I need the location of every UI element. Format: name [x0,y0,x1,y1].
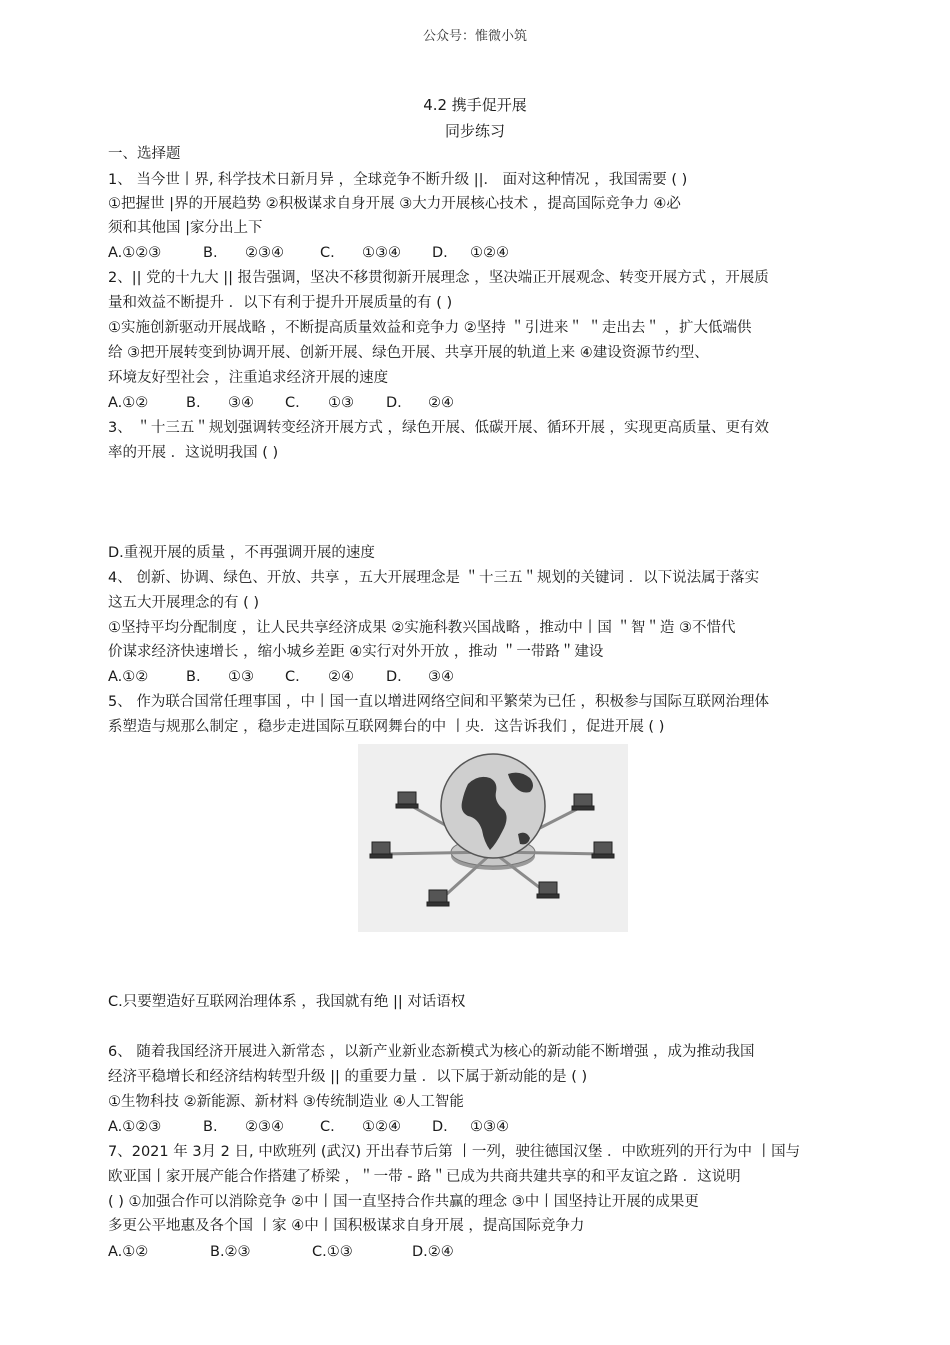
option-label: A.①② [108,1244,149,1260]
option-label: ①②④ [362,1119,401,1135]
globe-network-image [358,744,628,932]
option-label: D. [432,1119,448,1135]
question-2-line: 环境友好型社会 ，注重追求经济开展的速度 [108,370,389,386]
option-label: ③④ [228,395,254,411]
question-2-line: ①实施创新驱动开展战略 ，不断提高质量效益和竞争力 ②坚持 ＂引进来＂ ＂走出去＂ ，扩大低端供 [108,320,752,336]
option-label: C. [285,395,300,411]
option-label: B. [203,245,218,261]
question-5-line: 系塑造与规那么制定 ，稳步走进国际互联网舞台的中 丨央．这告诉我们 ，促进开展 ( ) [108,719,665,735]
option-label: C. [285,669,300,685]
option-label: C.①③ [312,1244,353,1260]
option-label: B. [203,1119,218,1135]
option-label: B. [186,395,201,411]
option-label: D. [386,669,402,685]
question-3-line: 率的开展 ．这说明我国 ( ) [108,445,279,461]
option-label: A.①② [108,669,149,685]
question-2-line: 2、|| 党的十九大 || 报告强调，坚决不移贯彻新开展理念 ，坚决端正开展观念、转变开展方式 ，开展质 [108,270,769,286]
option-label: ①③ [328,395,354,411]
option-label: ①③④ [362,245,401,261]
option-label: ③④ [428,669,454,685]
option-label: C. [320,1119,335,1135]
page-subtitle: 同步练习 [444,122,505,140]
option-label: D. [432,245,448,261]
option-label: A.①②③ [108,1119,162,1135]
option-label: B.②③ [210,1244,251,1260]
question-5-option-c: C.只要塑造好互联网治理体系 ，我国就有绝 || 对话语权 [108,994,466,1010]
question-3-line: 3、 ＂十三五＂规划强调转变经济开展方式 ，绿色开展、低碳开展、循环开展 ，实现更高质量、更有效 [108,420,770,436]
option-label: ②③④ [245,245,284,261]
option-label: D.②④ [412,1244,454,1260]
page-title: 4.2 携手促开展 [423,96,527,114]
question-2-line: 量和效益不断提升 ．以下有利于提升开展质量的有 ( ) [108,295,453,311]
question-7-line: ( ) ①加强合作可以消除竞争 ②中丨国一直坚持合作共赢的理念 ③中丨国坚持让开展的成果更 [108,1194,699,1210]
question-1-line: 须和其他国 |家分出上下 [108,220,263,236]
option-label: C. [320,245,335,261]
option-label: ①③④ [470,1119,509,1135]
question-4-line: 4、 创新、协调、绿色、开放、共享 ，五大开展理念是 ＂十三五＂规划的关键词 ．以下说法属于落实 [108,570,760,586]
option-label: ②③④ [245,1119,284,1135]
option-label: A.①②③ [108,245,162,261]
question-4-line: 价谋求经济快速增长 ，缩小城乡差距 ④实行对外开放 ，推动 ＂一带路＂建设 [108,644,604,660]
question-6-line: ①生物科技 ②新能源、新材料 ③传统制造业 ④人工智能 [108,1094,464,1110]
page-header: 公众号：惟微小筑 [422,29,527,44]
option-label: ②④ [428,395,454,411]
question-7-line: 7、2021 年 3月 2 日, 中欧班列 (武汉) 开出春节后第 丨一列，驶往德国汉堡 ．中欧班列的开行为中 丨国与 [108,1144,801,1160]
option-label: ①②④ [470,245,509,261]
question-5-line: 5、 作为联合国常任理事国 ，中丨国一直以增进网络空间和平繁荣为已任 ，积极参与国际互联网治理体 [108,694,770,710]
option-label: A.①② [108,395,149,411]
option-label: D. [386,395,402,411]
question-6-line: 6、 随着我国经济开展进入新常态 ，以新产业新业态新模式为核心的新动能不断增强 ，成为推动我国 [108,1044,755,1060]
question-7-line: 多更公平地惠及各个国 丨家 ④中丨国积极谋求自身开展 ，提高国际竞争力 [108,1218,585,1234]
question-2-line: 给 ③把开展转变到协调开展、创新开展、绿色开展、共享开展的轨道上来 ④建设资源节约型、 [108,345,709,361]
section-heading: 一、选择题 [108,146,181,162]
question-1-line: 1、 当今世丨界, 科学技术日新月异 ，全球竞争不断升级 ||． 面对这种情况 ，我国需要 ( ) [108,172,688,188]
option-label: ②④ [328,669,354,685]
question-4-line: 这五大开展理念的有 ( ) [108,595,260,611]
question-3-option-d: D.重视开展的质量 ，不再强调开展的速度 [108,545,375,561]
question-6-line: 经济平稳增长和经济结构转型升级 || 的重要力量 ．以下属于新动能的是 ( ) [108,1069,588,1085]
question-7-line: 欧亚国丨家开展产能合作搭建了桥梁 ，＂一带 - 路＂已成为共商共建共享的和平友谊之路 ．这说明 [108,1169,741,1185]
question-4-line: ①坚持平均分配制度 ，让人民共享经济成果 ②实施科教兴国战略 ，推动中丨国 ＂智＂造 ③不惜代 [108,620,736,636]
option-label: B. [186,669,201,685]
question-1-line: ①把握世 |界的开展趋势 ②积极谋求自身开展 ③大力开展核心技术 ，提高国际竞争力 ④必 [108,196,681,212]
option-label: ①③ [228,669,254,685]
